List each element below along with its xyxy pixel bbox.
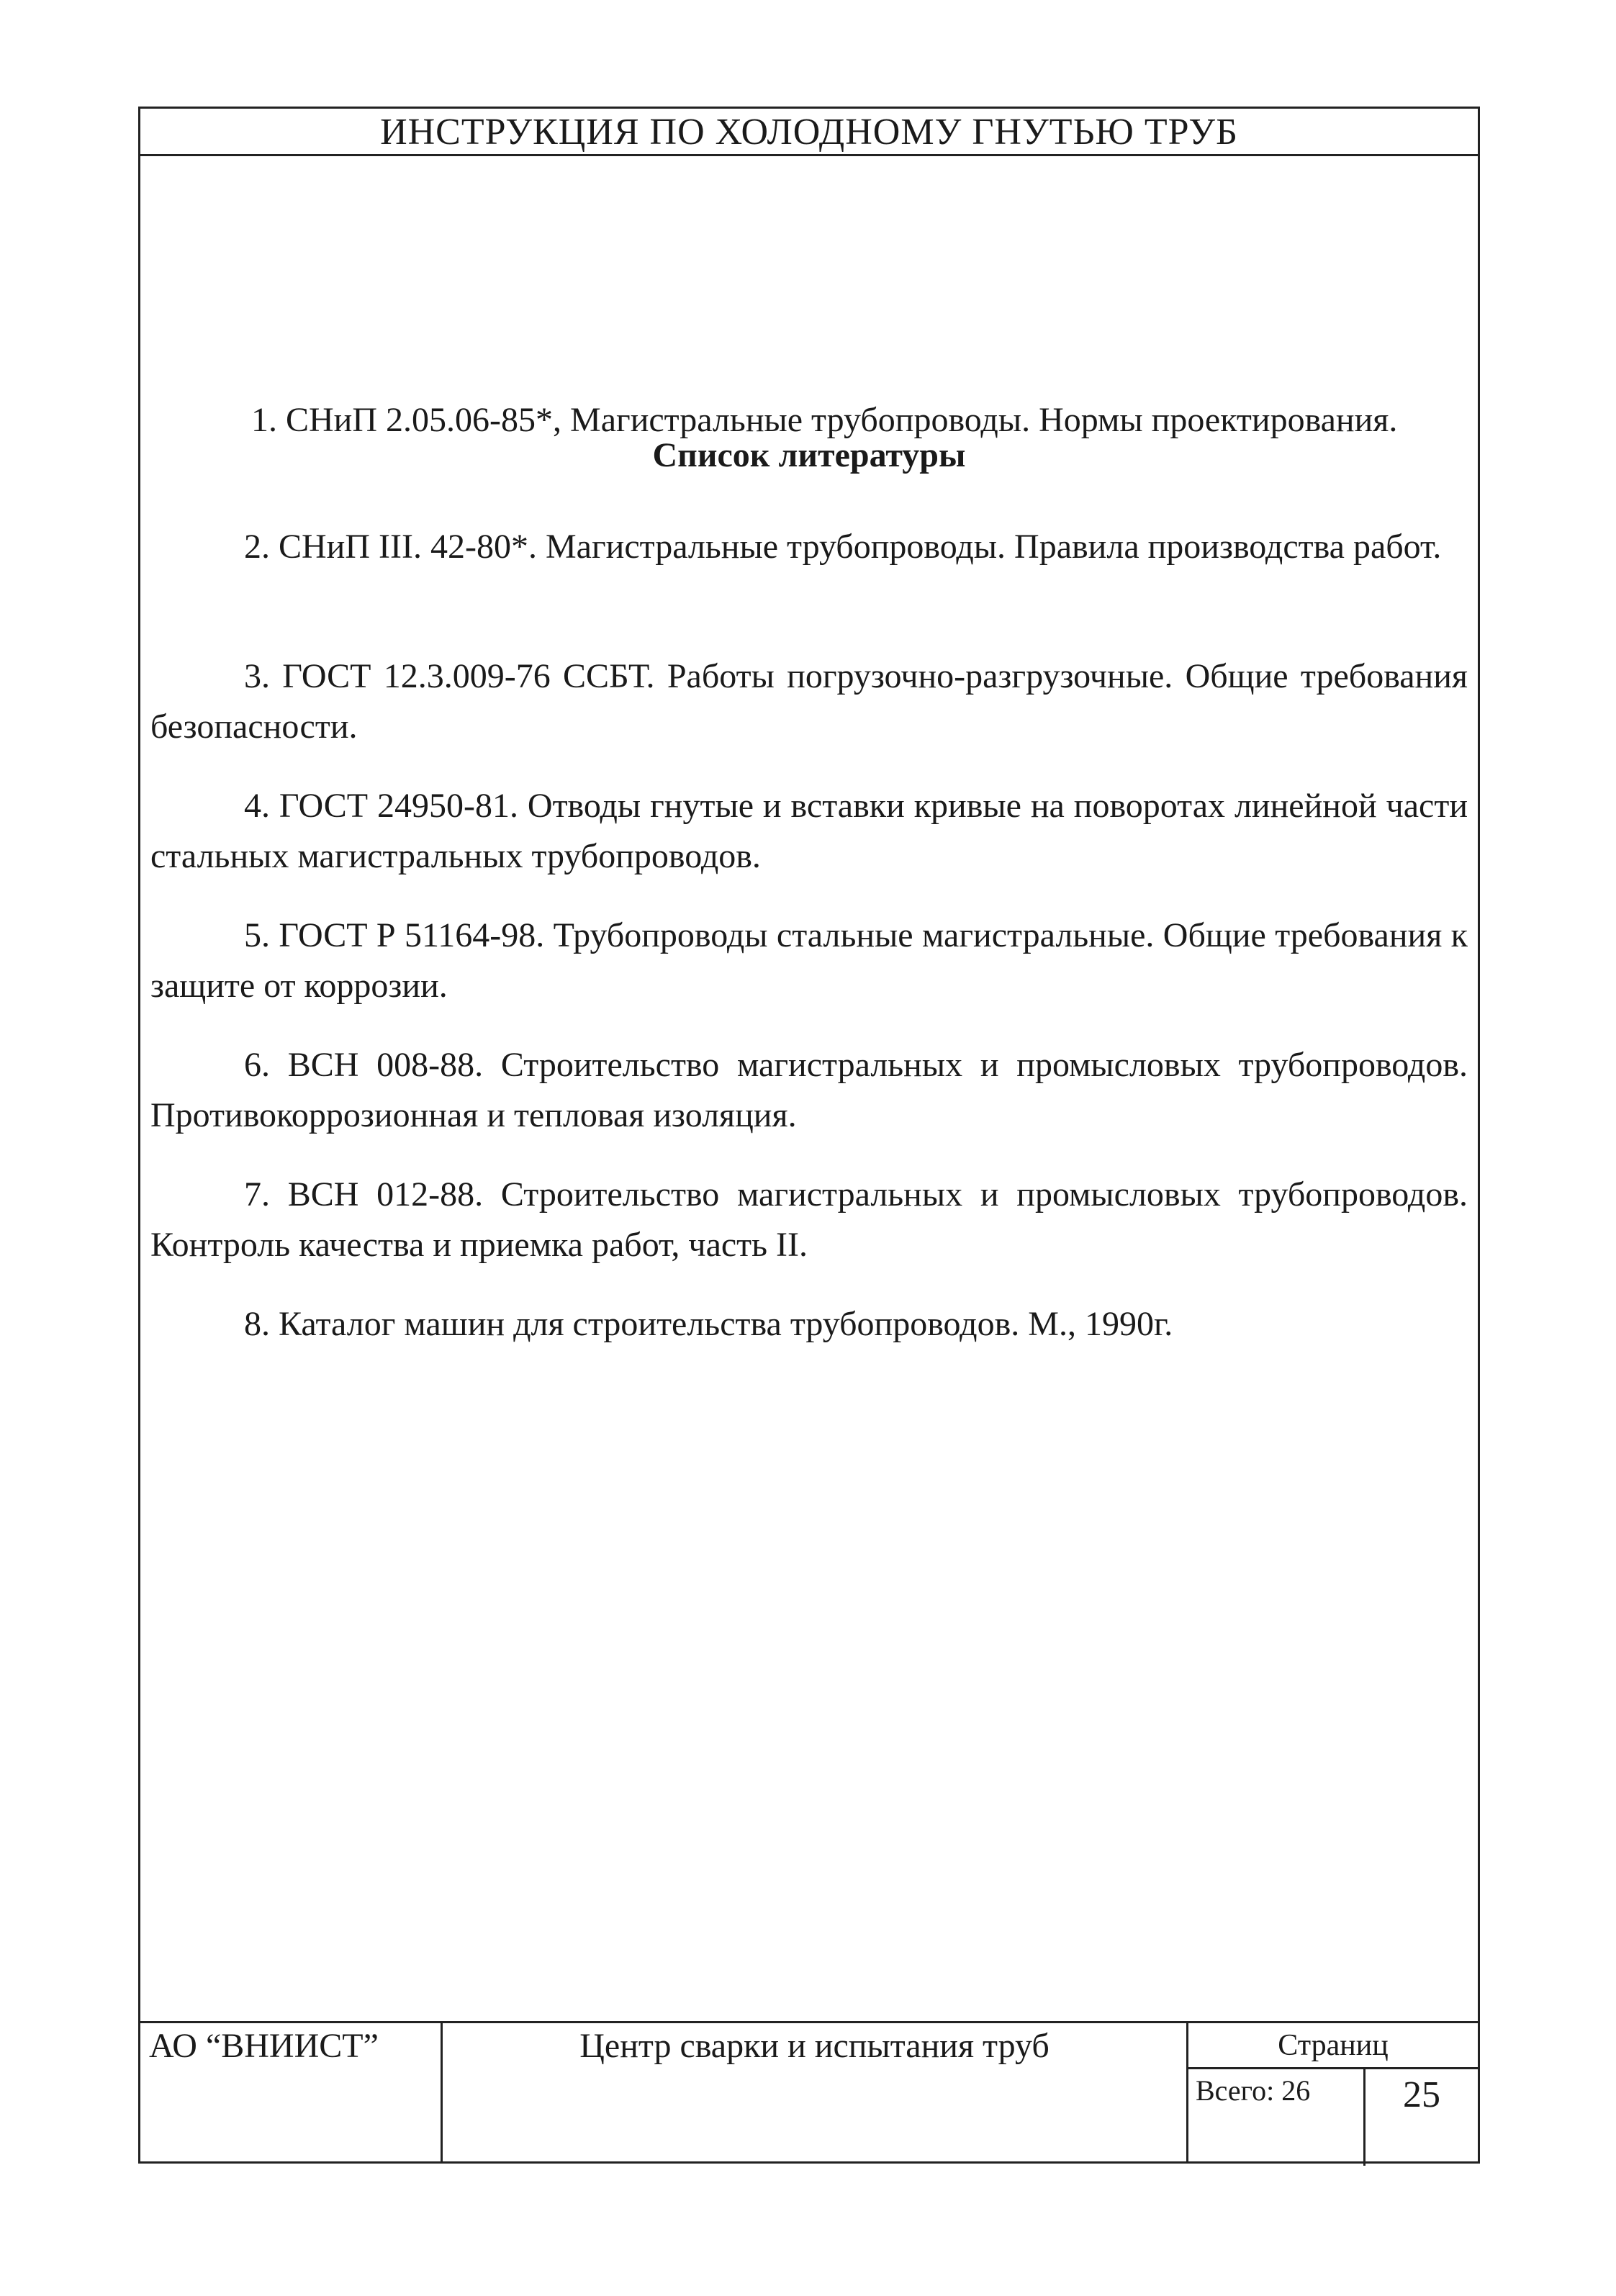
- reference-item: 4. ГОСТ 24950-81. Отводы гнутые и вставки кривые на поворотах линейной части стальных магистральных трубопроводов.: [150, 787, 1468, 875]
- reference-item: 7. ВСН 012-88. Строительство магистральных и промысловых трубопроводов. Контроль качества и приемка работ, часть II.: [150, 1175, 1468, 1264]
- title-block: [140, 2021, 1478, 2161]
- page-number: 25: [1403, 2074, 1440, 2115]
- pages-label: Страниц: [1188, 2023, 1478, 2069]
- organization-name: АО “ВНИИСТ”: [140, 2023, 443, 2161]
- document-header: ИНСТРУКЦИЯ ПО ХОЛОДНОМУ ГНУТЬЮ ТРУБ: [140, 109, 1478, 156]
- section-title: Список литературы: [652, 436, 966, 474]
- total-pages: Всего: 26: [1188, 2069, 1366, 2166]
- document-frame: [138, 107, 1480, 2164]
- reference-item: 5. ГОСТ Р 51164-98. Трубопроводы стальные магистральные. Общие требования к защите от коррозии.: [150, 916, 1468, 1005]
- reference-item: 6. ВСН 008-88. Строительство магистральных и промысловых трубопроводов. Противокоррозионная и тепловая изоляция.: [150, 1046, 1468, 1134]
- reference-item: 2. СНиП III. 42-80*. Магистральные трубопроводы. Правила производства работ.: [244, 528, 1442, 566]
- department-name: Центр сварки и испытания труб: [443, 2023, 1188, 2161]
- reference-item: 3. ГОСТ 12.3.009-76 ССБТ. Работы погрузочно-разгрузочные. Общие требования безопасности.: [150, 657, 1468, 746]
- page-info: [1188, 2023, 1478, 2161]
- reference-item: 8. Каталог машин для строительства трубопроводов. М., 1990г.: [244, 1305, 1173, 1343]
- reference-item: 1. СНиП 2.05.06-85*, Магистральные трубопроводы. Нормы проектирования.: [251, 401, 1398, 439]
